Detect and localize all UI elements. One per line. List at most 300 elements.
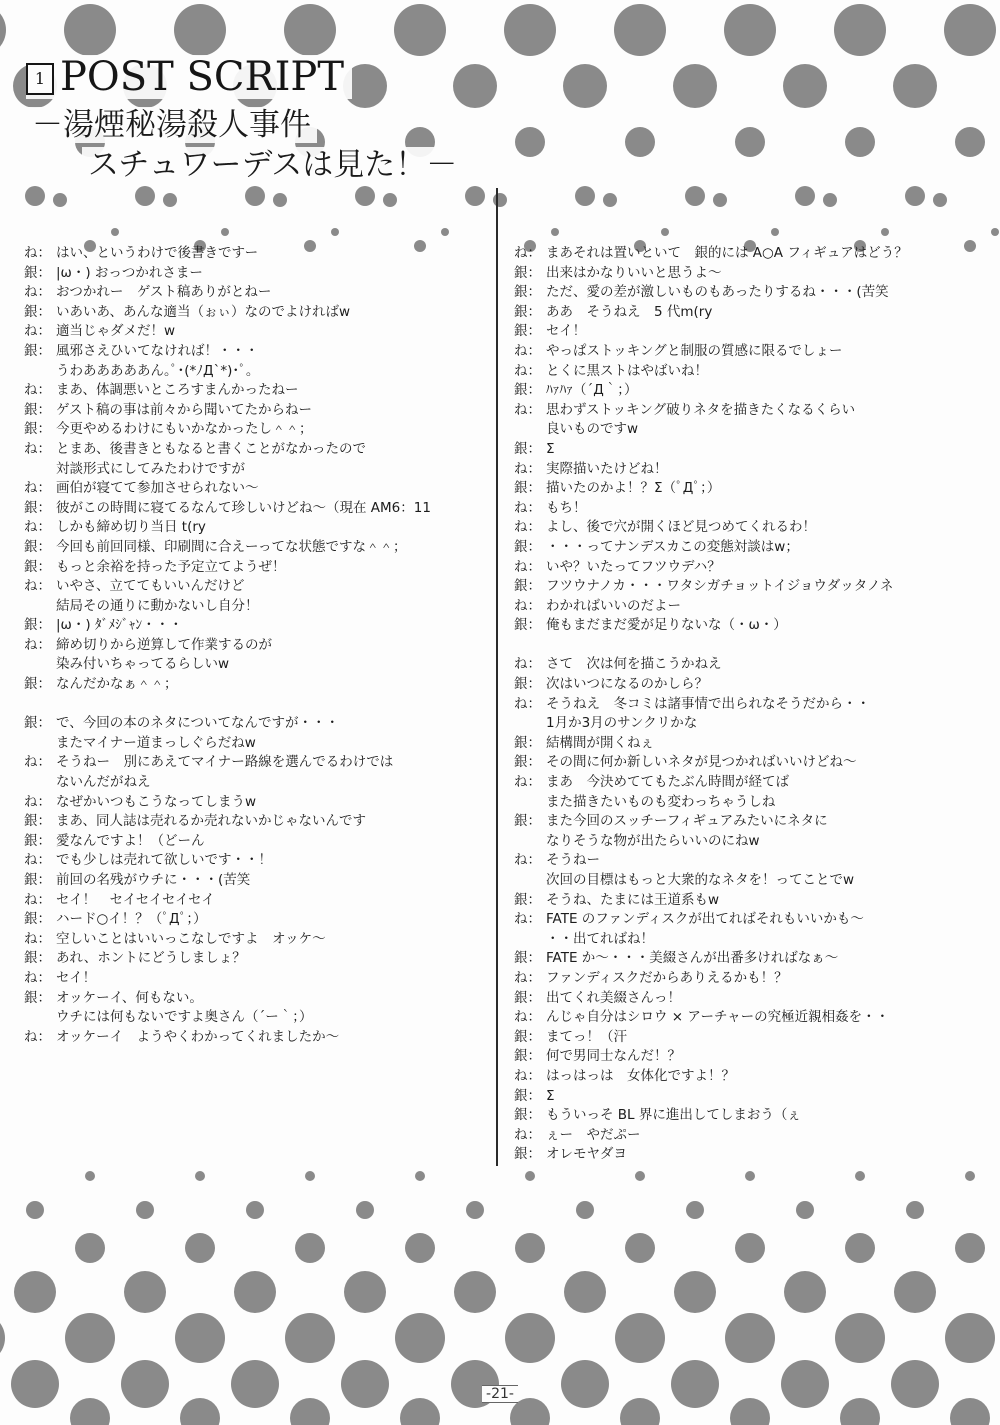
background-dot [246,1201,264,1219]
speaker-label: 銀： [24,617,51,634]
dialogue-text: そうね、たまには王道系もw [546,891,720,908]
background-dot [111,228,119,236]
dialogue-text: うわあああああん｡ﾟ･(*ﾉД`*)･ﾟ｡ [56,362,253,379]
speaker-label: 銀： [24,911,51,928]
dialogue-text: しかも締め切り当日 t(ry [56,519,206,536]
background-dot [685,186,705,206]
dialogue-text: おつかれー ゲスト稿ありがとねー [56,284,272,301]
background-dot [955,127,985,157]
speaker-label: ね： [24,754,51,771]
dialogue-column-right [514,244,984,1165]
background-dot [305,1171,315,1181]
speaker-label: 銀： [24,264,51,281]
dialogue-line [24,303,486,323]
dialogue-line [514,989,984,1009]
background-dot [65,1313,115,1363]
dialogue-text: ああ そうねえ 5 代m(ry [546,303,713,320]
background-dot [504,4,556,56]
speaker-label: 銀： [24,538,51,555]
background-dot [894,1271,936,1313]
background-dot [991,228,999,236]
dialogue-text: ゲスト稿の事は前々から聞いてたからねー [56,401,312,418]
dialogue-line [514,499,984,519]
dialogue-text: 適当じゃダメだ！w [56,323,176,340]
background-dot [845,127,875,157]
background-dot [441,228,449,236]
dialogue-line [514,1008,984,1028]
speaker-label: 銀： [514,891,541,908]
subtitle-line-2: スチュワーデスは見た！－ [82,147,463,183]
dialogue-line [514,1106,984,1126]
background-dot [0,1313,5,1363]
dialogue-text: 結局その通りに動かないし自分！ [56,597,259,614]
dialogue-text: やっぱストッキングと制服の質感に限るでしょー [546,342,843,359]
dialogue-line [24,538,486,558]
background-dot [965,1171,975,1181]
dialogue-text: フツウナノカ・・・ワタシガチョットイジョウダッタノネ [546,578,894,595]
speaker-label [514,871,546,891]
background-dot [674,1271,716,1313]
background-dot [906,1201,924,1219]
speaker-label: 銀： [514,1107,541,1124]
background-dot [70,1398,110,1425]
background-dot [563,64,607,108]
dialogue-line [24,930,486,950]
dialogue-line [24,460,486,480]
dialogue-line [514,910,984,930]
dialogue-line [24,479,486,499]
dialogue-text: 1月か3月のサンクリかな [546,715,698,732]
background-dot [625,1233,655,1263]
speaker-label: 銀： [514,734,541,751]
column-divider [496,188,498,1166]
dialogue-text: ないんだがねえ [56,774,151,791]
dialogue-text: ・・・ってナンデスカこの変態対談はw； [546,538,799,555]
dialogue-text: もういっそ BL 界に進出してしまおう（ぇ [546,1107,801,1124]
background-dot [855,1171,865,1181]
background-dot [576,1201,594,1219]
dialogue-text: 今更やめるわけにもいかなかったし＾＾； [56,421,313,438]
dialogue-text: FATE か～・・・美綴さんが出番多ければなぁ～ [546,950,839,967]
background-dot [614,4,666,56]
speaker-label: ね： [514,852,541,869]
dialogue-line [514,342,984,362]
dialogue-text: でも少しは売れて欲しいです・・！ [56,852,272,869]
speaker-label: 銀： [24,813,51,830]
dialogue-text: 実際描いたけどね！ [546,460,668,477]
background-dot [234,1271,276,1313]
background-dot [823,193,837,207]
background-dot [845,1233,875,1263]
speaker-label: ね： [24,284,51,301]
speaker-label: ね： [24,519,51,536]
dialogue-line [514,440,984,460]
dialogue-text: オッケーイ ようやくわかってくれましたか～ [56,1028,340,1045]
background-dot [53,193,67,207]
dialogue-text: 染み付いちゃってるらしいw [56,656,230,673]
dialogue-text: 締め切りから逆算して作業するのが [56,636,272,653]
dialogue-line [24,812,486,832]
background-dot [893,64,937,108]
speaker-label: 銀： [514,676,541,693]
dialogue-text: 結構間が開くねぇ [546,734,654,751]
dialogue-line [514,812,984,832]
speaker-label: 銀： [514,440,541,457]
dialogue-line [24,264,486,284]
speaker-label [24,655,56,675]
speaker-label [514,420,546,440]
speaker-label: ね： [514,695,541,712]
dialogue-text: まあ 今決めててもたぶん時間が経てば [546,774,789,791]
background-dot [525,1171,535,1181]
speaker-label: ね： [514,774,541,791]
dialogue-line [24,342,486,362]
speaker-label: ね： [514,911,541,928]
dialogue-text: はい、というわけで後書きですー [56,245,259,261]
background-dot [400,1398,440,1425]
dialogue-text: オレモヤダヨ [546,1146,627,1163]
background-dot [26,1201,44,1219]
speaker-label: ね： [514,519,541,536]
dialogue-line [514,518,984,538]
dialogue-line [24,518,486,538]
dialogue-text: とまあ、後書きともなると書くことがなかったので [56,440,366,457]
dialogue-line [514,1067,984,1087]
dialogue-line [514,891,984,911]
background-dot [724,4,776,56]
speaker-label [24,1008,56,1028]
background-dot [394,4,446,56]
background-dot [331,228,339,236]
dialogue-line [24,577,486,597]
background-dot [745,1171,755,1181]
dialogue-text: また描きたいものも変わっちゃうしね [546,793,776,810]
dialogue-line [514,930,984,950]
speaker-label: ね： [24,852,51,869]
background-dot [64,4,116,56]
background-dot [713,193,727,207]
speaker-label [24,734,56,754]
background-dot [686,1201,704,1219]
background-dot [620,1398,660,1425]
speaker-label [24,362,56,382]
dialogue-line [514,283,984,303]
dialogue-text: まあ、同人誌は売れるか売れないかじゃないんです [56,813,366,830]
dialogue-text: ファンディスクだからありえるかも！？ [546,969,788,986]
dialogue-line [514,655,984,675]
dialogue-text: もち！ [546,499,587,516]
speaker-label: 銀： [514,754,541,771]
dialogue-line [514,1028,984,1048]
background-dot [881,228,889,236]
dialogue-line [24,675,486,695]
paragraph-gap [514,636,984,656]
background-dot [725,1313,775,1363]
speaker-label: 銀： [514,617,541,634]
dialogue-line [514,773,984,793]
dialogue-text: |ω・) おっつかれさまー [56,264,203,281]
dialogue-text: 出来はかなりいいと思うよ～ [546,264,722,281]
dialogue-text: 次はいつになるのかしら？ [546,676,708,693]
speaker-label: 銀： [24,303,51,320]
dialogue-line [24,283,486,303]
speaker-label [514,832,546,852]
speaker-label: 銀： [24,421,51,438]
dialogue-line [24,440,486,460]
speaker-label: 銀： [514,813,541,830]
speaker-label: ね： [24,930,51,947]
speaker-label: 銀： [24,342,51,359]
speaker-label: ね： [24,793,51,810]
dialogue-text: ﾊｧﾊｧ（´Д｀；） [546,382,638,399]
dialogue-text: わかればいいのだよー [546,597,681,614]
dialogue-line [24,362,486,382]
background-dot [784,1271,826,1313]
dialogue-line [24,969,486,989]
dialogue-text: 空しいことはいいっこなしですよ オッケ～ [56,930,326,947]
dialogue-text: |ω・) ﾀﾞﾒｼﾞｬﾝ・・・ [56,617,183,634]
dialogue-text: Σ [546,1087,555,1104]
speaker-label: ね： [24,245,51,261]
dialogue-line [24,989,486,1009]
dialogue-line [514,714,984,734]
dialogue-text: その間に何か新しいネタが見つかればいいけどね～ [546,754,857,771]
dialogue-column-left [24,244,486,1047]
dialogue-text: まあそれは置いといて 銀的には A○A フィギュアはどう？ [546,245,908,261]
dialogue-line [24,381,486,401]
background-dot [405,1233,435,1263]
speaker-label: ね： [24,969,51,986]
dialogue-line [514,616,984,636]
background-dot [796,1201,814,1219]
dialogue-line [514,303,984,323]
dialogue-text: Σ [546,440,555,457]
background-dot [284,4,336,56]
dialogue-text: いやさ、立ててもいいんだけど [56,578,245,595]
page-title [26,55,352,99]
dialogue-line [514,734,984,754]
dialogue-text: まあ、体調悪いところすまんかったねー [56,382,299,399]
dialogue-text: 次回の目標はもっと大衆的なネタを！ってことでw [546,872,855,888]
dialogue-text: FATE のファンディスクが出てればそれもいいかも～ [546,911,864,928]
dialogue-text: あれ、ホントにどうしましょ？ [56,950,246,967]
dialogue-line [514,577,984,597]
background-dot [950,1398,990,1425]
background-dot [955,1233,985,1263]
dialogue-line [514,420,984,440]
background-dot [505,1313,555,1363]
dialogue-text: なりそうな物が出たらいいのにねw [546,832,760,849]
dialogue-line [24,793,486,813]
dialogue-text: セイ！ セイセイセイセイ [56,891,215,908]
dialogue-text: よし、後で穴が開くほど見つめてくれるわ！ [546,519,816,536]
dialogue-line [24,616,486,636]
dialogue-line [514,832,984,852]
background-dot [515,1233,545,1263]
background-dot [285,1313,335,1363]
speaker-label: ね： [514,969,541,986]
dialogue-text: また今回のスッチーフィギュアみたいにネタに [546,813,828,830]
dialogue-text: もっと余裕を持った予定立てようぜ！ [56,558,286,575]
background-dot [771,228,779,236]
background-dot [195,1171,205,1181]
dialogue-text: ウチには何もないですよ奥さん（´ー｀；） [56,1009,313,1026]
dialogue-line [514,871,984,891]
dialogue-text: 俺もまだまだ愛が足りないな（・ω・） [546,617,787,634]
dialogue-text: ただ、愛の差が激しいものもあったりするね・・・(苦笑 [546,284,889,301]
background-dot [551,228,559,236]
background-dot [635,1171,645,1181]
background-dot [735,127,765,157]
background-dot [180,1398,220,1425]
dialogue-text: まてっ！（汗 [546,1028,627,1045]
speaker-label: 銀： [24,401,51,418]
dialogue-line [514,793,984,813]
background-dot [905,186,925,206]
background-dot [295,1233,325,1263]
speaker-label: 銀： [24,832,51,849]
speaker-label: ね： [24,323,51,340]
dialogue-line [24,734,486,754]
background-dot [0,4,6,56]
dialogue-line [24,420,486,440]
speaker-label: ね： [514,1067,541,1084]
dialogue-line [24,322,486,342]
dialogue-line [514,969,984,989]
dialogue-line [24,714,486,734]
speaker-label: ね： [514,460,541,477]
speaker-label: 銀： [24,872,51,888]
background-dot [174,4,226,56]
background-dot [14,1271,56,1313]
speaker-label: ね： [514,401,541,418]
speaker-label: 銀： [24,715,51,732]
speaker-label: ね： [514,1126,541,1143]
speaker-label: ね： [24,480,51,497]
background-dot [673,64,717,108]
speaker-label: ね： [514,597,541,614]
dialogue-line [24,597,486,617]
dialogue-line [24,773,486,793]
speaker-label: ね： [514,362,541,379]
dialogue-text: ぇー やだぷー [546,1126,641,1143]
dialogue-line [514,401,984,421]
background-dot [661,228,669,236]
speaker-label [24,773,56,793]
background-dot [185,1233,215,1263]
page-number [0,1386,1000,1402]
dialogue-line [514,264,984,284]
background-dot [415,1171,425,1181]
speaker-label [24,460,56,480]
speaker-label: ね： [24,891,51,908]
background-dot [795,186,815,206]
background-dot [344,1271,386,1313]
dialogue-line [514,851,984,871]
dialogue-line [514,244,984,264]
background-dot [615,1313,665,1363]
dialogue-line [514,1126,984,1146]
speaker-label: 銀： [24,499,51,516]
dialogue-line [514,675,984,695]
background-dot [124,1271,166,1313]
dialogue-line [24,558,486,578]
dialogue-line [24,1028,486,1048]
dialogue-line [514,322,984,342]
background-dot [625,127,655,157]
dialogue-text: セイ！ [56,969,97,986]
speaker-label: 銀： [514,950,541,967]
background-dot [834,4,886,56]
dialogue-text: 彼がこの時間に寝てるなんて珍しいけどね～（現在 AM6：11 [56,499,431,516]
dialogue-text: さて 次は何を描こうかねえ [546,656,722,673]
background-dot [75,1233,105,1263]
page-number-text: -21- [482,1385,518,1403]
dialogue-line [514,479,984,499]
dialogue-text: 風邪さえひいてなければ！・・・ [56,342,259,359]
speaker-label: ね： [24,578,51,595]
speaker-label: ね： [514,656,541,673]
speaker-label: 銀： [514,1048,541,1065]
background-dot [175,1313,225,1363]
title-block [26,55,506,195]
dialogue-text: で、今回の本のネタについてなんですが・・・ [56,715,339,732]
background-dot [466,1201,484,1219]
background-dot [840,1398,880,1425]
background-dot [730,1398,770,1425]
speaker-label: ね： [24,1028,51,1045]
background-dot [945,1313,995,1363]
dialogue-text: 描いたのかよ！？Σ（ﾟДﾟ；） [546,480,721,497]
dialogue-line [514,695,984,715]
dialogue-line [514,1047,984,1067]
background-dot [454,1271,496,1313]
subtitle-line-1: －湯煙秘湯殺人事件 [26,107,317,143]
dialogue-text: なんだかなぁ＾＾； [56,676,178,693]
dialogue-text: そうねー 別にあえてマイナー路線を選んでるわけでは [56,754,394,771]
speaker-label: 銀： [514,323,541,340]
dialogue-text: ・・出てればね！ [546,930,654,947]
dialogue-line [514,558,984,578]
dialogue-line [24,949,486,969]
dialogue-line [514,1145,984,1165]
speaker-label: ね： [24,382,51,399]
background-dot [933,193,947,207]
speaker-label: 銀： [514,1028,541,1045]
speaker-label: 銀： [514,538,541,555]
background-dot [163,193,177,207]
speaker-label [514,714,546,734]
dialogue-line [24,753,486,773]
dialogue-text: そうねえ 冬コミは諸事情で出られなそうだから・・ [546,695,870,712]
speaker-label: 銀： [514,480,541,497]
dialogue-text: 良いものですw [546,421,639,438]
background-dot [221,228,229,236]
background-dot [575,186,595,206]
background-dot [85,1171,95,1181]
dialogue-text: んじゃ自分はシロウ × アーチャーの究極近親相姦を・・ [546,1009,890,1026]
speaker-label: 銀： [514,382,541,399]
speaker-label: ね： [514,499,541,516]
dialogue-text: 前回の名残がウチに・・・(苦笑 [56,872,251,888]
dialogue-line [24,871,486,891]
speaker-label: 銀： [514,578,541,595]
background-dot [835,1313,885,1363]
dialogue-text: 思わずストッキング破りネタを描きたくなるくらい [546,401,856,418]
dialogue-line [514,597,984,617]
background-dot [383,193,397,207]
dialogue-text: 出てくれ美綴さんっ！ [546,989,681,1006]
